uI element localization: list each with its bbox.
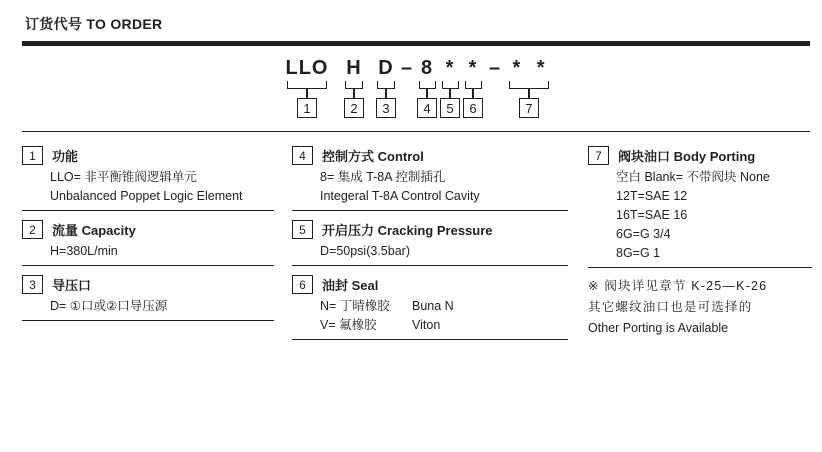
section-header bbox=[292, 220, 568, 239]
connector-bracket bbox=[465, 81, 482, 89]
model-code-part: – bbox=[400, 57, 414, 79]
model-code-part: 8 bbox=[420, 57, 434, 79]
connector-stem bbox=[353, 89, 355, 98]
note-line: Other Porting is Available bbox=[588, 321, 729, 335]
model-code-segment-7 bbox=[507, 56, 551, 118]
page-title: 订货代号 TO ORDER bbox=[25, 16, 163, 32]
model-code-diagram bbox=[283, 56, 551, 118]
section-title: 油封 Seal bbox=[322, 278, 379, 293]
connector-stem bbox=[385, 89, 387, 98]
section-rule bbox=[292, 265, 568, 266]
section-body-porting bbox=[588, 146, 812, 268]
connector-stem bbox=[472, 89, 474, 98]
model-code-segment-5 bbox=[440, 56, 460, 118]
code-number-box-3: 3 bbox=[376, 98, 396, 118]
code-number-box-2: 2 bbox=[344, 98, 364, 118]
code-number-box-1: 1 bbox=[297, 98, 317, 118]
section-line: D=50psi(3.5bar) bbox=[320, 244, 410, 258]
model-code-segment-2 bbox=[343, 56, 365, 118]
section-cracking-pressure bbox=[292, 220, 568, 266]
section-function bbox=[22, 146, 274, 211]
section-header bbox=[22, 275, 274, 294]
seal-option-row bbox=[320, 316, 568, 335]
seal-option-name: Viton bbox=[412, 318, 441, 332]
section-line: H=380L/min bbox=[50, 244, 118, 258]
section-rule bbox=[22, 265, 274, 266]
section-rule bbox=[292, 210, 568, 211]
model-code-part: * bbox=[468, 57, 478, 79]
connector-stem bbox=[528, 89, 530, 98]
seal-option-name: Buna N bbox=[412, 299, 454, 313]
section-line: 6G=G 3/4 bbox=[616, 227, 671, 241]
model-code-segment-4 bbox=[417, 56, 437, 118]
section-capacity bbox=[22, 220, 274, 266]
section-line: Unbalanced Poppet Logic Element bbox=[50, 189, 243, 203]
model-code-part: * * bbox=[512, 57, 546, 79]
section-body bbox=[320, 297, 568, 335]
section-number-box: 3 bbox=[22, 275, 43, 294]
section-number-box: 6 bbox=[292, 275, 313, 294]
section-rule bbox=[22, 320, 274, 321]
section-number-box: 7 bbox=[588, 146, 609, 165]
connector-bracket bbox=[442, 81, 459, 89]
code-number-box-6: 6 bbox=[463, 98, 483, 118]
section-line: D= ①口或②口导压源 bbox=[50, 299, 168, 313]
column-left bbox=[22, 146, 274, 321]
section-header bbox=[292, 275, 568, 294]
section-title: 开启压力 Cracking Pressure bbox=[322, 223, 493, 238]
section-body bbox=[50, 297, 274, 316]
connector-stem bbox=[449, 89, 451, 98]
section-title: 功能 bbox=[52, 149, 79, 164]
model-code-part: * bbox=[445, 57, 455, 79]
section-body bbox=[320, 242, 568, 261]
section-line: 16T=SAE 16 bbox=[616, 208, 688, 222]
section-line: 8= 集成 T-8A 控制插孔 bbox=[320, 170, 446, 184]
section-line: 8G=G 1 bbox=[616, 246, 661, 260]
section-body bbox=[50, 242, 274, 261]
model-code-dash bbox=[399, 56, 415, 80]
column-middle bbox=[292, 146, 568, 340]
section-number-box: 2 bbox=[22, 220, 43, 239]
model-code-dash bbox=[483, 56, 507, 80]
section-seal bbox=[292, 275, 568, 340]
model-code-segment-3 bbox=[375, 56, 397, 118]
section-line: 空白 Blank= 不带阀块 None bbox=[616, 170, 770, 184]
note-line: 其它螺纹油口也是可选择的 bbox=[588, 300, 753, 314]
section-title: 导压口 bbox=[52, 278, 92, 293]
porting-note bbox=[588, 276, 812, 339]
title-underline-rule bbox=[22, 41, 810, 46]
section-header bbox=[22, 220, 274, 239]
code-number-box-4: 4 bbox=[417, 98, 437, 118]
column-right bbox=[588, 146, 812, 339]
connector-bracket bbox=[509, 81, 549, 89]
section-body bbox=[616, 168, 812, 263]
section-header bbox=[588, 146, 812, 165]
section-body bbox=[50, 168, 274, 206]
code-number-box-7: 7 bbox=[519, 98, 539, 118]
model-code-part: H bbox=[346, 57, 362, 79]
connector-stem bbox=[306, 89, 308, 98]
section-number-box: 4 bbox=[292, 146, 313, 165]
section-title: 阀块油口 Body Porting bbox=[618, 149, 756, 164]
seal-option-row bbox=[320, 297, 568, 316]
connector-stem bbox=[426, 89, 428, 98]
section-body bbox=[320, 168, 568, 206]
section-header bbox=[22, 146, 274, 165]
model-code-part: LLO bbox=[285, 57, 329, 79]
section-line: Integeral T-8A Control Cavity bbox=[320, 189, 480, 203]
section-line: 12T=SAE 12 bbox=[616, 189, 688, 203]
model-code-part: – bbox=[488, 57, 502, 79]
model-code-part: D bbox=[378, 57, 394, 79]
section-number-box: 1 bbox=[22, 146, 43, 165]
section-line: LLO= 非平衡锥阀逻辑单元 bbox=[50, 170, 197, 184]
connector-bracket bbox=[419, 81, 436, 89]
connector-bracket bbox=[377, 81, 395, 89]
section-control bbox=[292, 146, 568, 211]
model-code-segment-1 bbox=[283, 56, 331, 118]
section-pilot-port bbox=[22, 275, 274, 321]
note-line: ※ 阀块详见章节 K-25—K-26 bbox=[588, 279, 768, 293]
section-header bbox=[292, 146, 568, 165]
seal-option-code: V= 氟橡胶 bbox=[320, 318, 377, 332]
section-rule bbox=[22, 210, 274, 211]
section-title: 流量 Capacity bbox=[52, 223, 136, 238]
section-title: 控制方式 Control bbox=[322, 149, 424, 164]
model-code-segment-6 bbox=[463, 56, 483, 118]
connector-bracket bbox=[287, 81, 327, 89]
seal-option-code: N= 丁晴橡胶 bbox=[320, 299, 390, 313]
section-divider-rule bbox=[22, 131, 810, 132]
section-rule bbox=[292, 339, 568, 340]
connector-bracket bbox=[345, 81, 363, 89]
code-number-box-5: 5 bbox=[440, 98, 460, 118]
section-rule bbox=[588, 267, 812, 268]
section-number-box: 5 bbox=[292, 220, 313, 239]
